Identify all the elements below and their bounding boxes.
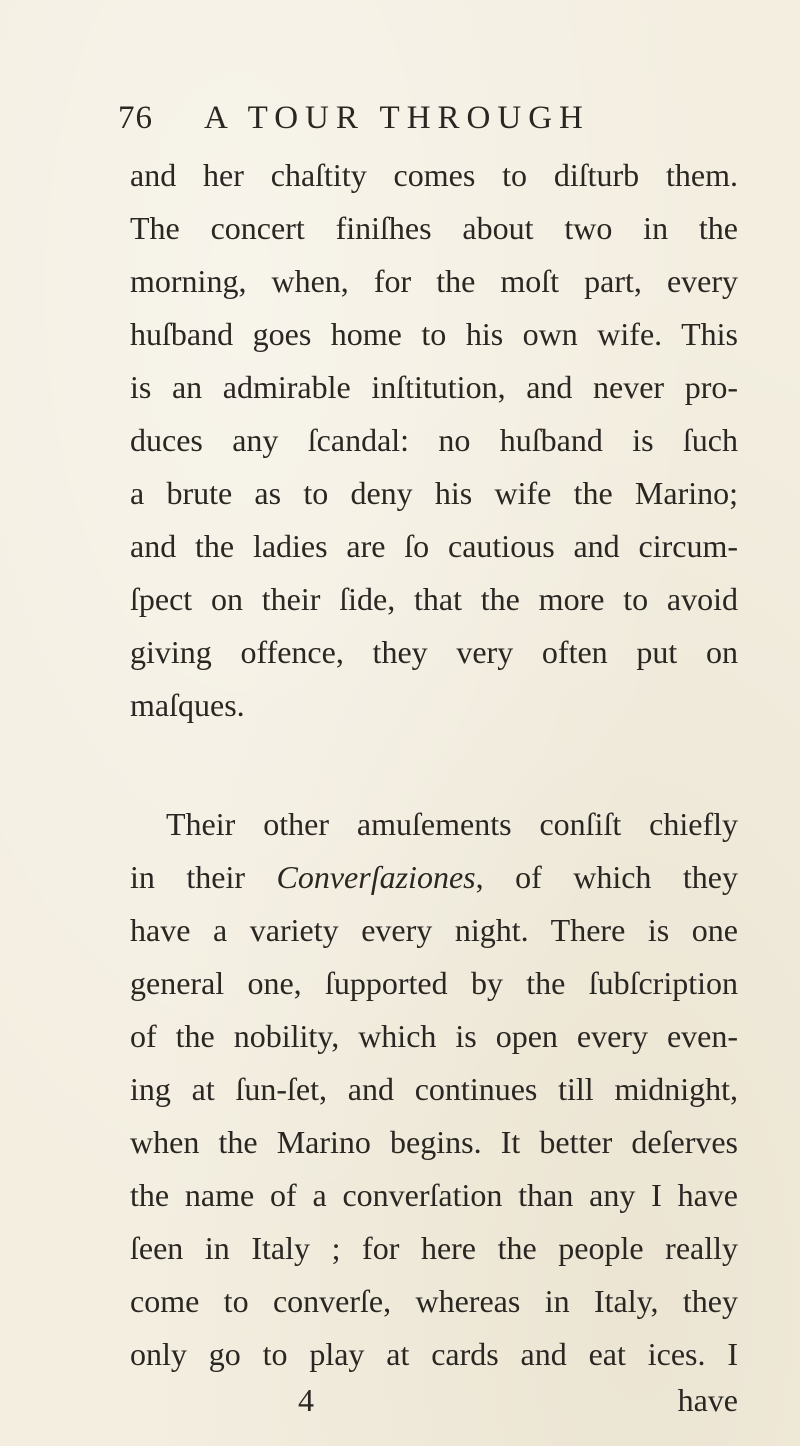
- signature-mark: 4: [298, 1382, 314, 1418]
- text-segment: in their: [130, 859, 277, 895]
- italic-term: Converſaziones: [276, 859, 476, 895]
- catchword: have: [677, 1382, 738, 1418]
- text-line: only go to play at cards and eat ices. I: [130, 1336, 738, 1372]
- paragraph: [130, 149, 738, 732]
- text-line: general one, ſupported by the ſubſcription: [130, 965, 738, 1001]
- text-line: ſpect on their ſide, that the more to avoid: [130, 581, 738, 617]
- text-line: and her chaſtity comes to diſturb them.: [130, 157, 738, 193]
- text-line: is an admirable inſtitution, and never pro-: [130, 369, 738, 405]
- page-footer: [130, 1382, 738, 1432]
- text-line: the name of a converſation than any I have: [130, 1177, 738, 1213]
- text-line: come to converſe, whereas in Italy, they: [130, 1283, 738, 1319]
- text-line: of the nobility, which is open every even-: [130, 1018, 738, 1054]
- page-header: [118, 100, 738, 144]
- text-line: a brute as to deny his wife the Marino;: [130, 475, 738, 511]
- text-line: morning, when, for the moſt part, every: [130, 263, 738, 299]
- text-segment: , of which they: [475, 859, 738, 895]
- text-line: [130, 851, 738, 904]
- text-line: Their other amuſements conſiſt chiefly: [166, 806, 738, 842]
- text-line: have a variety every night. There is one: [130, 912, 738, 948]
- text-line: duces any ſcandal: no huſband is ſuch: [130, 422, 738, 458]
- paragraph: [130, 798, 738, 1381]
- text-line: and the ladies are ſo cautious and circum-: [130, 528, 738, 564]
- text-line: ſeen in Italy ; for here the people really: [130, 1230, 738, 1266]
- text-line: The concert finiſhes about two in the: [130, 210, 738, 246]
- page-number: 76: [118, 100, 153, 136]
- text-line: giving offence, they very often put on: [130, 634, 738, 670]
- text-line: when the Marino begins. It better deſerves: [130, 1124, 738, 1160]
- paragraph-gap: [130, 732, 738, 798]
- body-text: [130, 149, 738, 1381]
- running-title: A TOUR THROUGH: [204, 100, 590, 136]
- text-line: huſband goes home to his own wife. This: [130, 316, 738, 352]
- text-line: maſques.: [130, 687, 245, 723]
- text-line: ing at ſun-ſet, and continues till midnight,: [130, 1071, 738, 1107]
